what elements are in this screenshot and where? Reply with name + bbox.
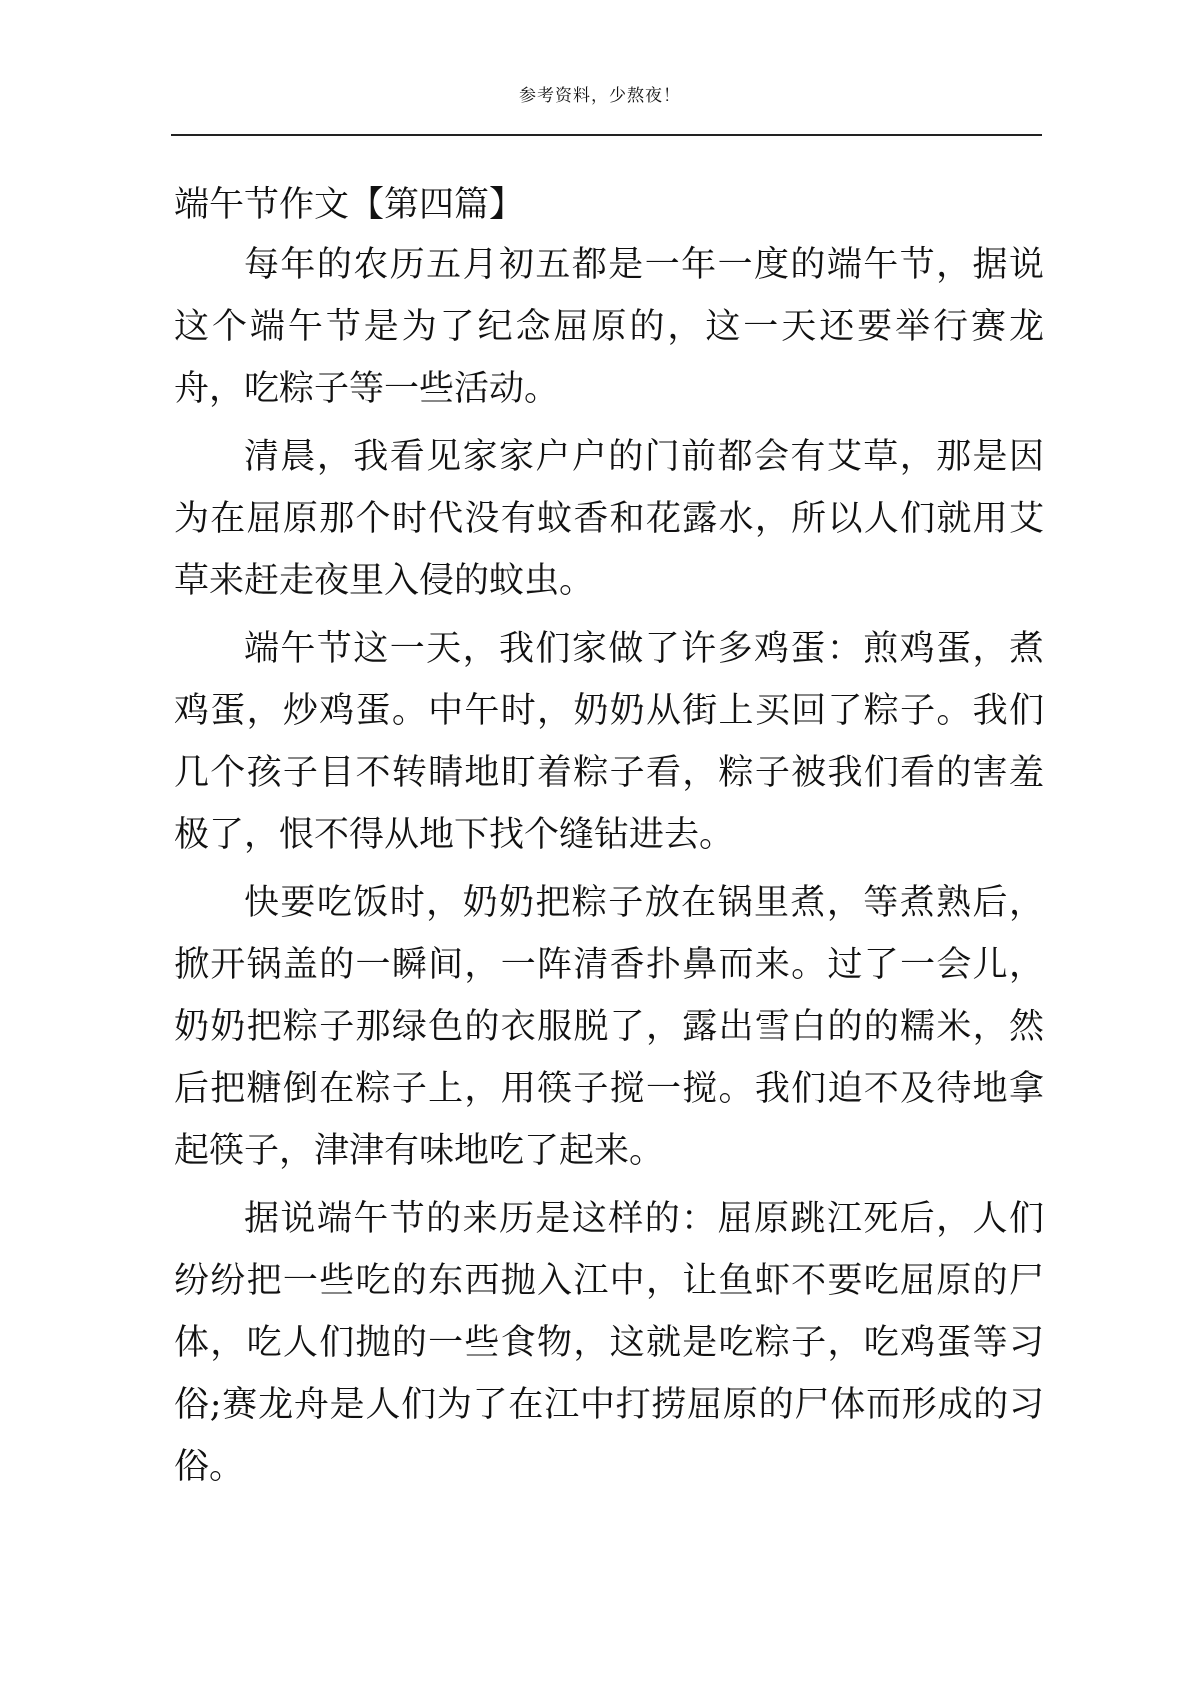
paragraph-1: 每年的农历五月初五都是一年一度的端午节，据说这个端午节是为了纪念屈原的，这一天还要举行赛龙舟，吃粽子等一些活动。: [174, 245, 1044, 409]
paragraph-5: 据说端午节的来历是这样的：屈原跳江死后，人们纷纷把一些吃的东西抛入江中，让鱼虾不要吃屈原的尸体，吃人们抛的一些食物，这就是吃粽子，吃鸡蛋等习俗;赛龙舟是人们为了在江中打捞屈原的尸体而形成的习俗。: [174, 1199, 1044, 1487]
header-divider: [171, 134, 1042, 136]
paragraph-2: 清晨，我看见家家户户的门前都会有艾草，那是因为在屈原那个时代没有蚊香和花露水，所以人们就用艾草来赶走夜里入侵的蚊虫。: [174, 437, 1044, 601]
document-body: [174, 176, 1044, 1504]
paragraph-3: 端午节这一天，我们家做了许多鸡蛋：煎鸡蛋，煮鸡蛋，炒鸡蛋。中午时，奶奶从街上买回了粽子。我们几个孩子目不转睛地盯着粽子看，粽子被我们看的害羞极了，恨不得从地下找个缝钻进去。: [174, 629, 1044, 855]
document-title: 端午节作文【第四篇】: [174, 185, 525, 225]
page-header: 参考资料，少熬夜！: [519, 86, 681, 106]
paragraph-4: 快要吃饭时，奶奶把粽子放在锅里煮，等煮熟后，掀开锅盖的一瞬间，一阵清香扑鼻而来。过了一会儿，奶奶把粽子那绿色的衣服脱了，露出雪白的的糯米，然后把糖倒在粽子上，用筷子搅一搅。我们迫不及待地拿起筷子，津津有味地吃了起来。: [174, 883, 1044, 1171]
